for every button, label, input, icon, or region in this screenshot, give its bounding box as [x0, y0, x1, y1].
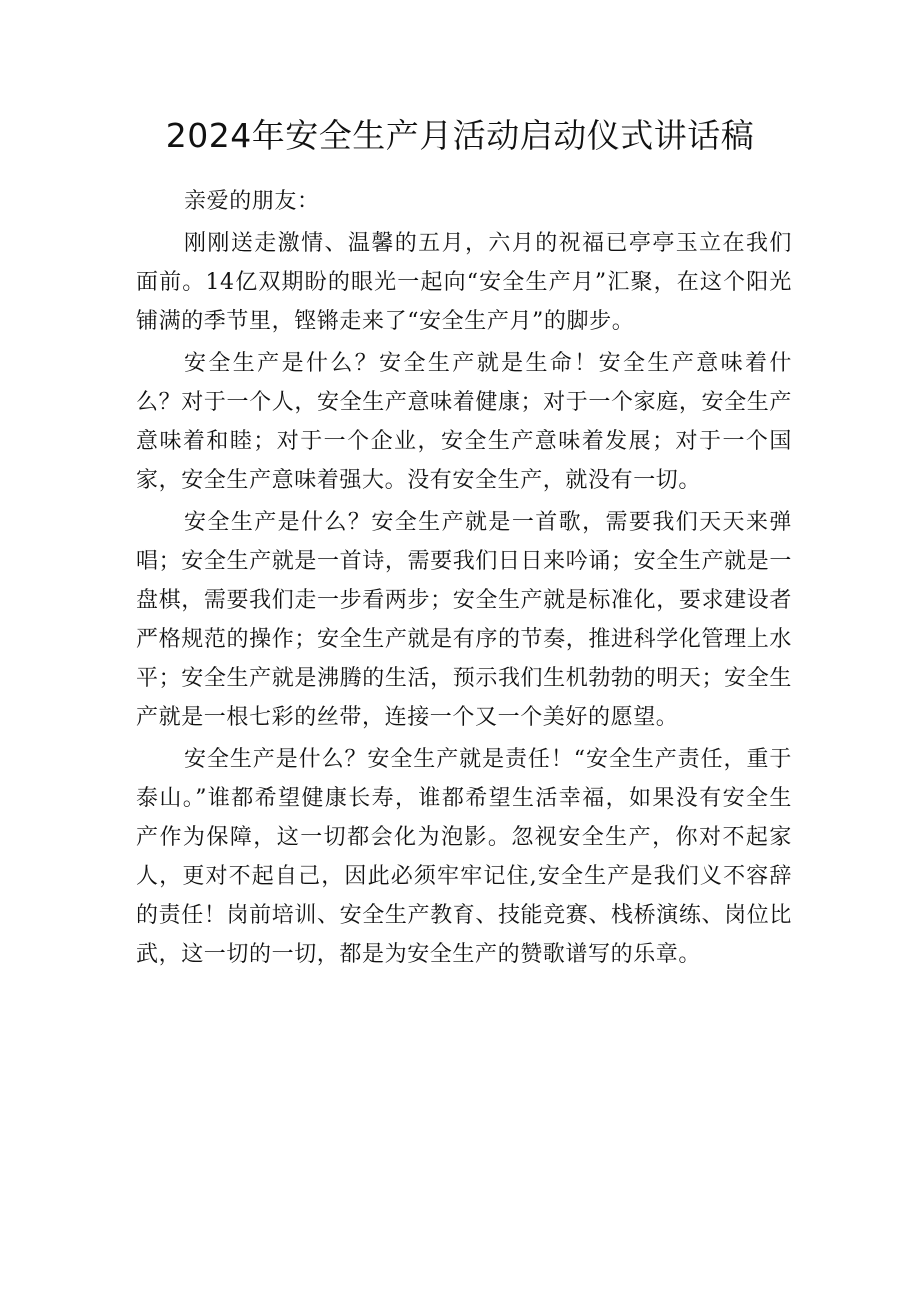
paragraph-1: 刚刚送走激情、温馨的五月，六月的祝福已亭亭玉立在我们面前。14亿双期盼的眼光一起向“安全生产月”汇聚，在这个阳光铺满的季节里，铿锵走来了“安全生产月”的脚步。	[136, 231, 792, 334]
greeting-line: 亲爱的朋友：	[184, 189, 320, 214]
document-title: 2024年安全生产月活动启动仪式讲话稿	[165, 116, 755, 155]
paragraph-2: 安全生产是什么？安全生产就是生命！安全生产意味着什么？对于一个人，安全生产意味着健康；对于一个家庭，安全生产意味着和睦；对于一个企业，安全生产意味着发展；对于一个国家，安全生产意味着强大。没有安全生产，就没有一切。	[136, 351, 792, 493]
document-body	[136, 182, 792, 977]
paragraph-3: 安全生产是什么？安全生产就是一首歌，需要我们天天来弹唱；安全生产就是一首诗，需要我们日日来吟诵；安全生产就是一盘棋，需要我们走一步看两步；安全生产就是标准化，要求建设者严格规范的操作；安全生产就是有序的节奏，推进科学化管理上水平；安全生产就是沸腾的生活，预示我们生机勃勃的明天；安全生产就是一根七彩的丝带，连接一个又一个美好的愿望。	[136, 510, 792, 730]
paragraph-4: 安全生产是什么？安全生产就是责任！“安全生产责任，重于泰山。”谁都希望健康长寿，谁都希望生活幸福，如果没有安全生产作为保障，这一切都会化为泡影。忽视安全生产，你对不起家人，更对不起自己，因此必须牢牢记住,安全生产是我们义不容辞的责任！岗前培训、安全生产教育、技能竞赛、栈桥演练、岗位比武，这一切的一切，都是为安全生产的赞歌谱写的乐章。	[136, 747, 792, 967]
